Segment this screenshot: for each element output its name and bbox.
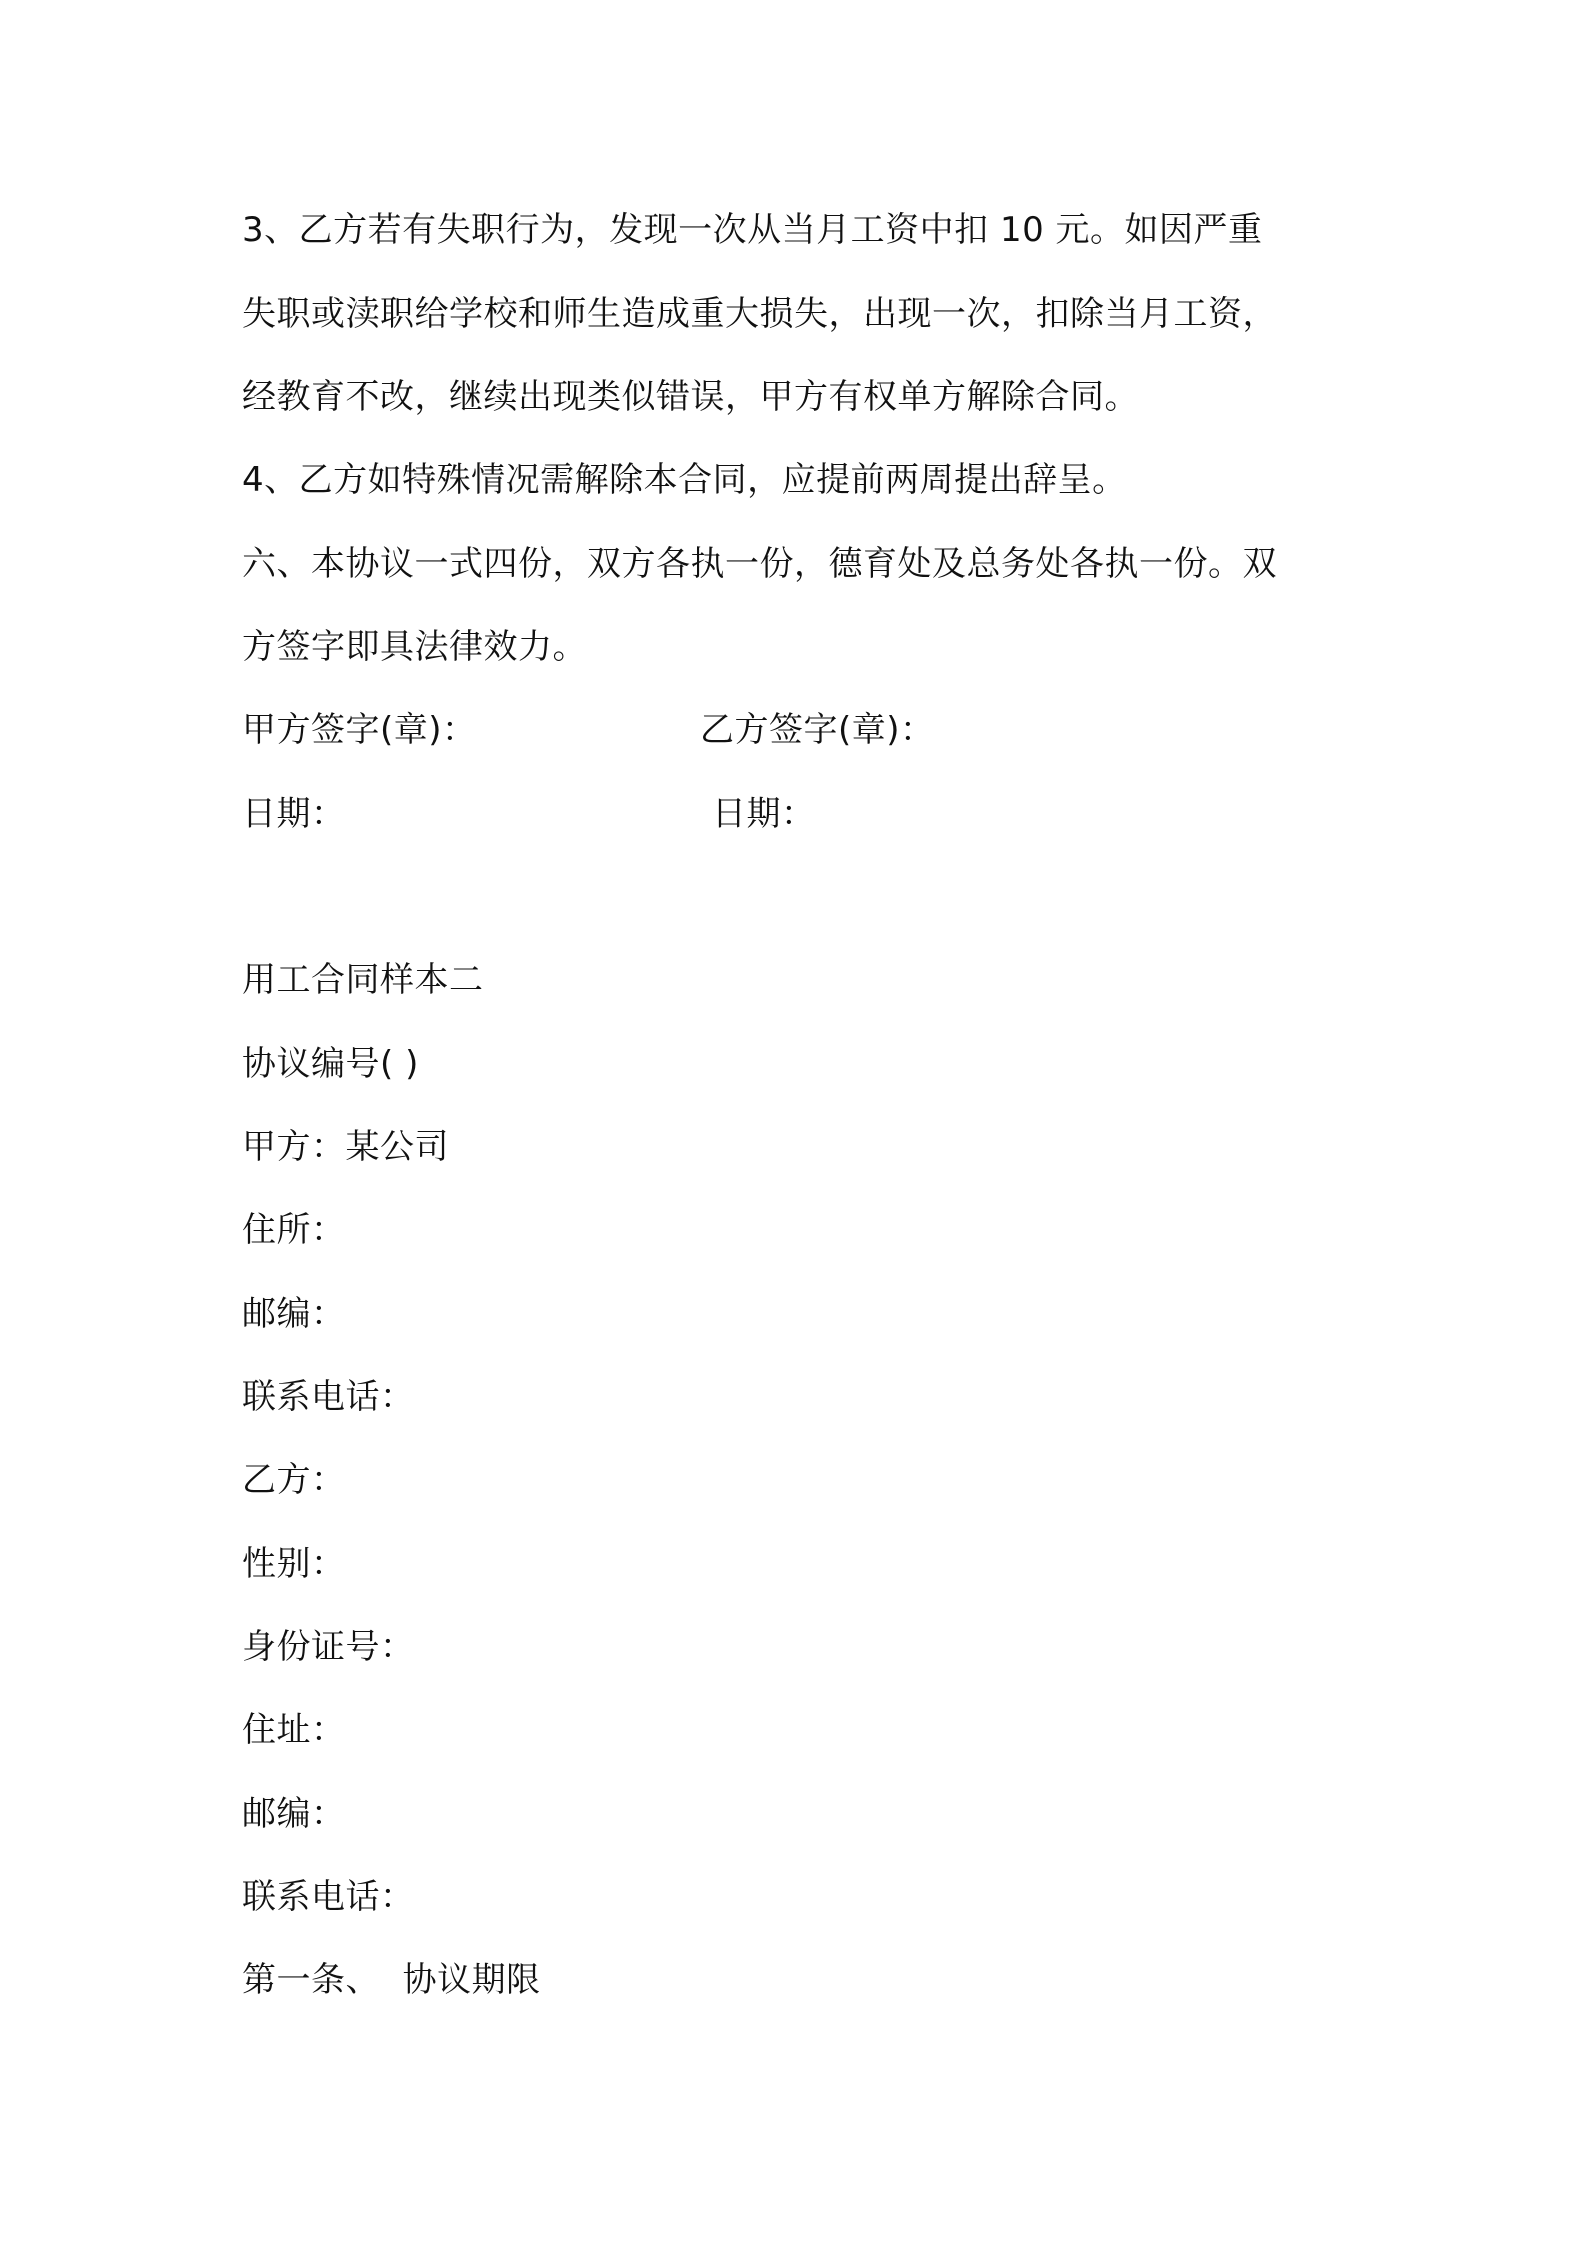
party-b-postcode: 邮编： xyxy=(242,1794,346,1834)
party-b-gender: 性别： xyxy=(242,1544,346,1584)
clause-3-line-3: 经教育不改，继续出现类似错误，甲方有权单方解除合同。 xyxy=(242,377,1139,417)
section-6-line-2: 方签字即具法律效力。 xyxy=(242,627,587,667)
party-a-signature-label: 甲方签字(章)： xyxy=(242,710,477,750)
party-a-postcode: 邮编： xyxy=(242,1294,346,1334)
party-b-date-label: 日期： xyxy=(712,794,816,834)
party-b-name: 乙方： xyxy=(242,1460,346,1500)
party-b-id-number: 身份证号： xyxy=(242,1627,415,1667)
clause-4: 4、乙方如特殊情况需解除本合同，应提前两周提出辞呈。 xyxy=(242,460,1127,500)
section-6-line-1: 六、本协议一式四份，双方各执一份，德育处及总务处各执一份。双 xyxy=(242,544,1277,584)
party-a-address: 住所： xyxy=(242,1210,346,1250)
clause-3-line-2: 失职或渎职给学校和师生造成重大损失，出现一次，扣除当月工资， xyxy=(242,294,1277,334)
party-b-signature-label: 乙方签字(章)： xyxy=(700,710,935,750)
party-a-phone: 联系电话： xyxy=(242,1377,415,1417)
agreement-number: 协议编号( ) xyxy=(242,1044,419,1084)
party-a-name: 甲方：某公司 xyxy=(242,1127,449,1167)
sample-2-title: 用工合同样本二 xyxy=(242,960,484,1000)
party-b-address: 住址： xyxy=(242,1710,346,1750)
party-a-date-label: 日期： xyxy=(242,794,346,834)
clause-3-line-1: 3、乙方若有失职行为，发现一次从当月工资中扣 10 元。如因严重 xyxy=(242,210,1263,250)
article-1-heading: 第一条、 协议期限 xyxy=(242,1960,541,2000)
party-b-phone: 联系电话： xyxy=(242,1877,415,1917)
